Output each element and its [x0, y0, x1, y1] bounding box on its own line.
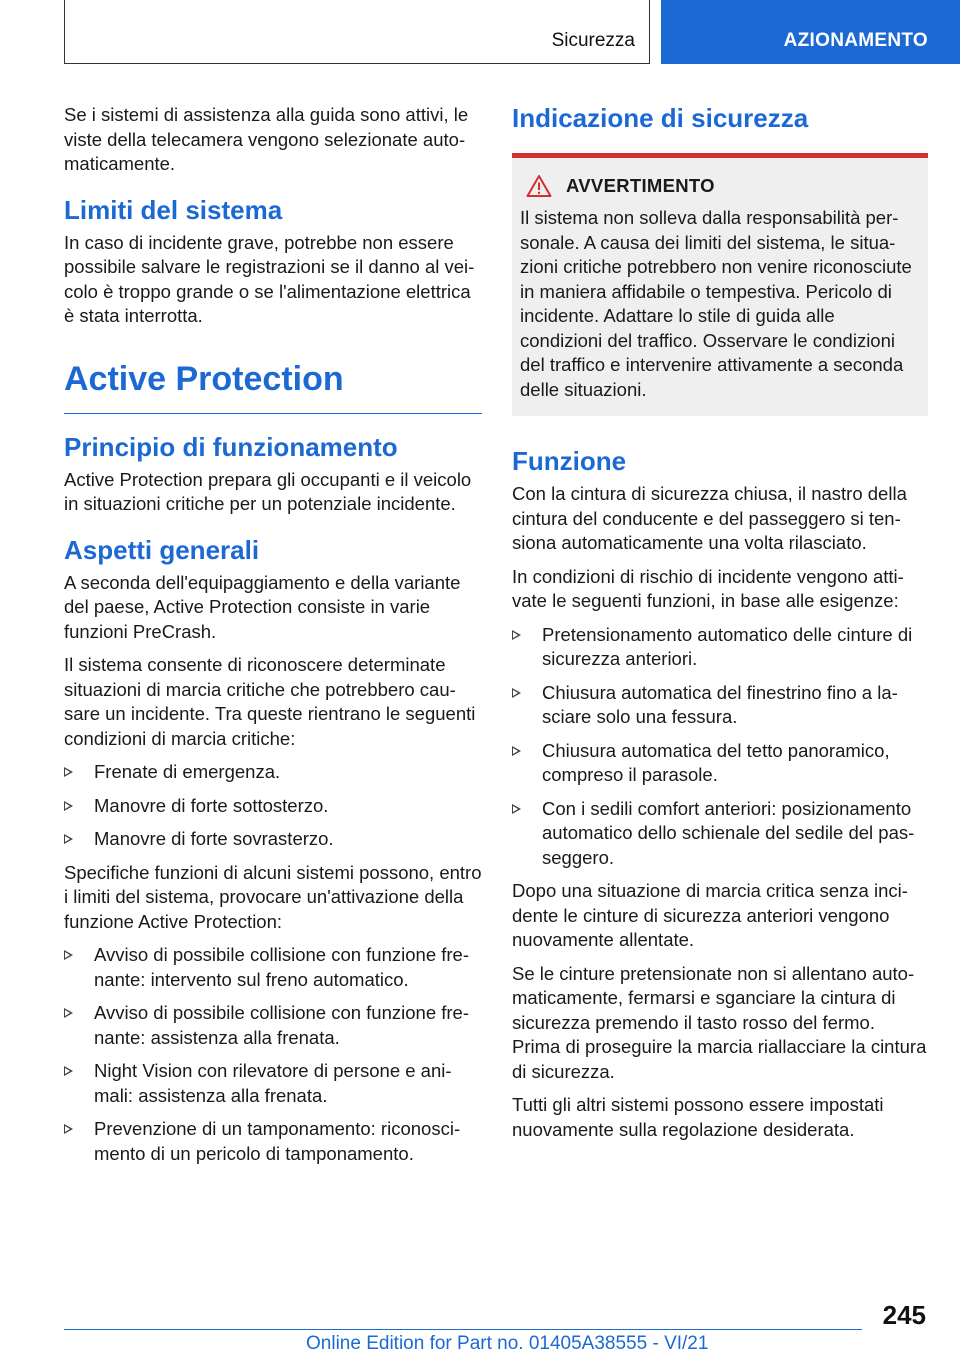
- header-section-box: [64, 0, 650, 64]
- function-heading: Funzione: [512, 446, 627, 476]
- footer-divider: [64, 1329, 862, 1330]
- principle-heading: Principio di funzionamento: [64, 431, 398, 462]
- list-item: Prevenzione di un tamponamento: riconoscimento di un pericolo di tamponamento.: [64, 1117, 482, 1166]
- triangle-bullet-icon: [64, 1124, 73, 1134]
- precrash-functions-list: [512, 623, 928, 871]
- list-item: Avviso di possibile collisione con funzione frenante: assistenza alla frenata.: [64, 1001, 482, 1050]
- warning-triangle-icon: [526, 174, 552, 198]
- intro-paragraph: Se i sistemi di assistenza alla guida sono attivi, le viste della telecamera vengono selezionate automaticamente.: [64, 104, 469, 174]
- warning-label: AVVERTIMENTO: [566, 175, 715, 196]
- warning-box: [512, 153, 928, 416]
- safety-heading: Indicazione di sicurezza: [512, 103, 809, 133]
- page-number: 245: [882, 1300, 926, 1330]
- footer-edition: Online Edition for Part no. 01405A38555 - VI/21: [306, 1333, 709, 1354]
- activation-functions-list: [64, 943, 482, 1166]
- triangle-bullet-icon: [512, 688, 521, 698]
- critical-conditions-list: [64, 760, 482, 852]
- general-paragraph-3: Specifiche funzioni di alcuni sistemi possono, entro i limiti del sistema, provocare un'attivazione della funzione Active Protection:: [64, 861, 482, 932]
- limits-paragraph: In caso di incidente grave, potrebbe non essere possibile salvare le registrazioni se il danno al veicolo è troppo grande o se l'alimentazione elettrica è stata interrotta.: [64, 231, 475, 326]
- general-heading: Aspetti generali: [64, 534, 260, 565]
- triangle-bullet-icon: [64, 1066, 73, 1076]
- function-paragraph-2: In condizioni di rischio di incidente vengono attivate le seguenti funzioni, in base alle esigenze:: [512, 565, 904, 611]
- principle-paragraph: Active Protection prepara gli occupanti e il veicolo in situazioni critiche per un potenziale incidente.: [64, 468, 472, 514]
- function-paragraph-4: Se le cinture pretensionate non si allentano automaticamente, fermarsi e sganciare la cintura di sicurezza premendo il tasto rosso del fermo. Prima di proseguire la marcia riallacciare la cintura di sicurezza.: [512, 962, 927, 1082]
- header-chapter-box[interactable]: [661, 0, 960, 64]
- function-paragraph-5: Tutti gli altri sistemi possono essere impostati nuovamente sulla regolazione desiderata.: [512, 1094, 884, 1140]
- limits-heading: Limiti del sistema: [64, 194, 283, 225]
- function-paragraph-3: Dopo una situazione di marcia critica senza incidente le cinture di sicurezza anteriori vengono nuovamente allentate.: [512, 880, 908, 950]
- general-paragraph-2: Il sistema consente di riconoscere determinate situazioni di marcia critiche che potrebbero causare un incidente. Tra queste rientrano le seguenti condizioni di marcia critiche:: [64, 654, 476, 749]
- triangle-bullet-icon: [512, 630, 521, 640]
- warning-title: [520, 174, 920, 198]
- triangle-bullet-icon: [512, 804, 521, 814]
- left-column: [64, 103, 482, 1175]
- header-section-label[interactable]: Sicurezza: [551, 30, 635, 51]
- triangle-bullet-icon: [64, 1008, 73, 1018]
- general-paragraph-1: A seconda dell'equipaggiamento e della variante del paese, Active Protection consiste in varie funzioni PreCrash.: [64, 571, 461, 642]
- triangle-bullet-icon: [512, 746, 521, 756]
- triangle-bullet-icon: [64, 801, 73, 811]
- list-item: Pretensionamento automatico delle cinture di sicurezza anteriori.: [512, 623, 928, 672]
- list-item: Con i sedili comfort anteriori: posizionamento automatico dello schienale del sedile del passeggero.: [512, 797, 928, 871]
- right-column: [512, 103, 928, 1151]
- list-item: Avviso di possibile collisione con funzione frenante: intervento sul freno automatico.: [64, 943, 482, 992]
- list-item: Chiusura automatica del finestrino fino a lasciare solo una fessura.: [512, 681, 928, 730]
- function-paragraph-1: Con la cintura di sicurezza chiusa, il nastro della cintura del conducente e del passeggero si tensiona automaticamente una volta rilasciato.: [512, 483, 907, 553]
- list-item: Manovre di forte sovrasterzo.: [64, 827, 482, 852]
- triangle-bullet-icon: [64, 767, 73, 777]
- list-item: Frenate di emergenza.: [64, 760, 482, 785]
- triangle-bullet-icon: [64, 834, 73, 844]
- list-item: Night Vision con rilevatore di persone e animali: assistenza alla frenata.: [64, 1059, 482, 1108]
- warning-text: Il sistema non solleva dalla responsabilità personale. A causa dei limiti del sistema, le situazioni critiche potrebbero non venire riconosciute in maniera affidabile o tempestiva. Pericolo di incidente. Adattare lo stile di guida alle condizioni del traffico. Osservare le condizioni del traffico e intervenire attivamente a seconda delle situazioni.: [520, 207, 912, 400]
- header-chapter-label: AZIONAMENTO: [783, 30, 928, 51]
- active-protection-heading: Active Protection: [64, 359, 482, 414]
- triangle-bullet-icon: [64, 950, 73, 960]
- list-item: Manovre di forte sottosterzo.: [64, 794, 482, 819]
- list-item: Chiusura automatica del tetto panoramico, compreso il parasole.: [512, 739, 928, 788]
